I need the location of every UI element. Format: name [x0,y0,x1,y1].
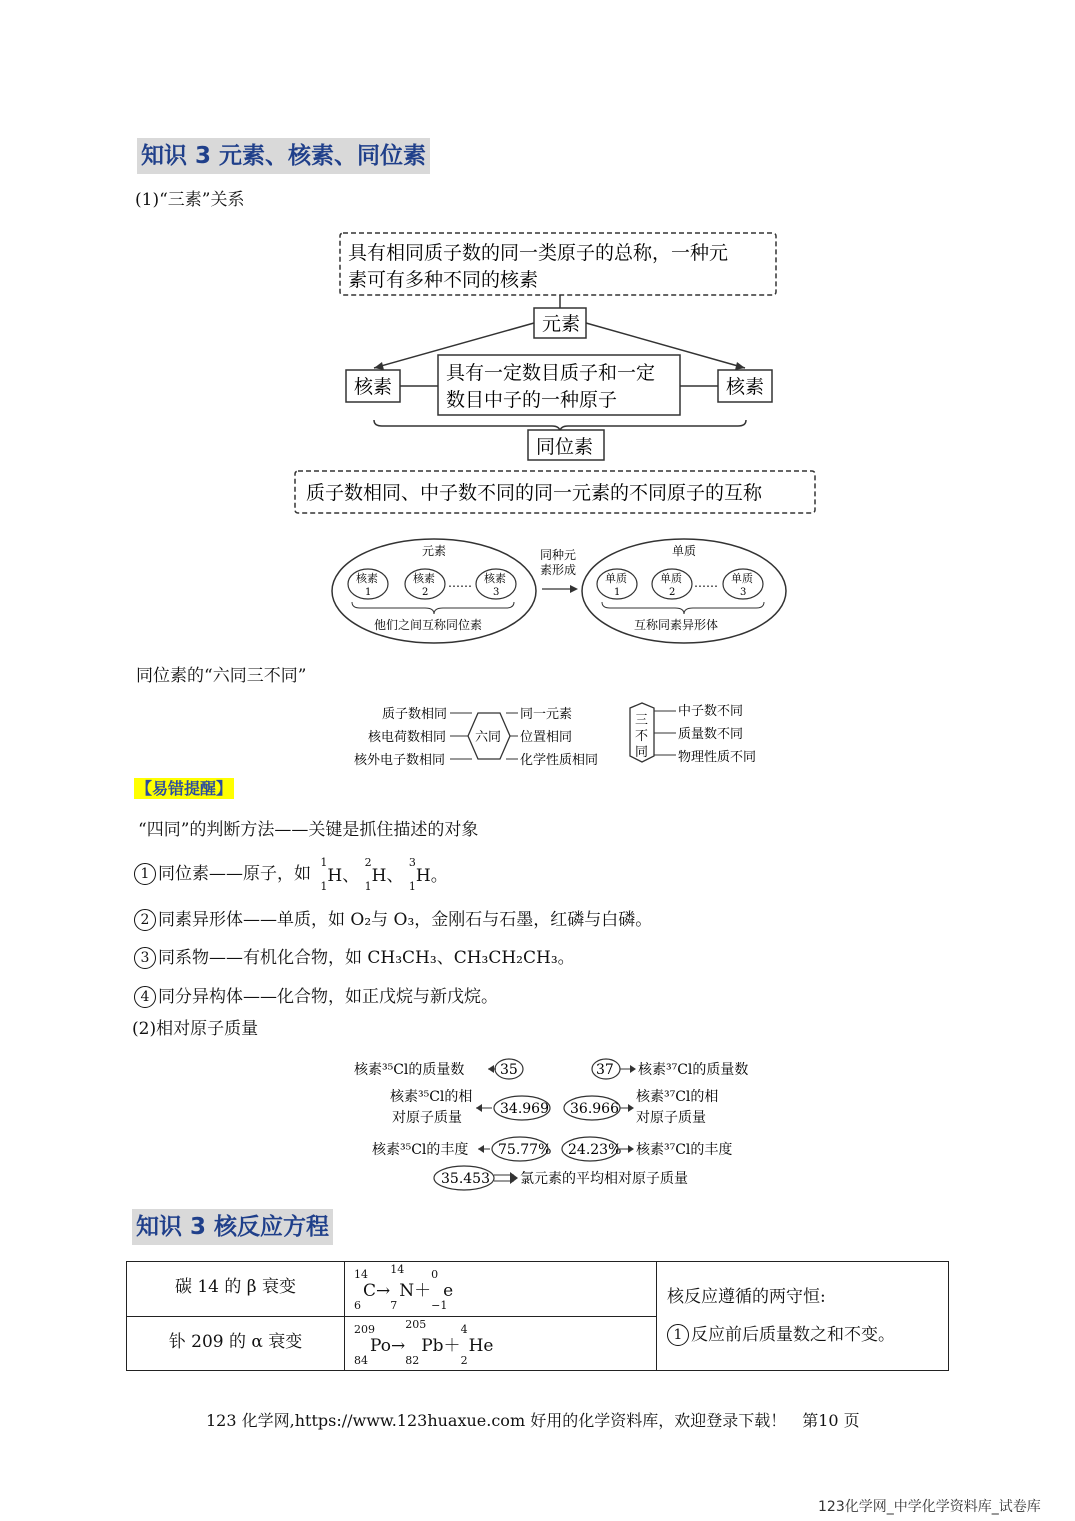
conservation-rules: 核反应遵循的两守恒: 1 反应前后质量数之和不变。 [657,1262,949,1371]
element-allotrope-diagram [330,536,790,646]
subheading-atomic-mass: (2)相对原子质量 [132,1019,259,1039]
nuclide-def-line2: 数目中子的一种原子 [446,389,618,411]
tip-label: 【易错提醒】 [136,779,233,798]
row1-equation: 14 6 C→ 14 7 N＋ 0 −1 e [345,1262,657,1317]
svg-text:质子数相同: 质子数相同 [382,707,448,722]
svg-text:不: 不 [635,729,649,744]
svg-text:37: 37 [596,1062,614,1078]
page-footer: 123 化学网,https://www.123huaxue.com 好用的化学资料库，欢迎登录下载！ 第10 页 [206,1411,860,1430]
tip-item-4: 4 同分异构体——化合物，如正戊烷与新戊烷。 [134,985,498,1009]
arrow-label-2: 素形成 [540,563,577,577]
svg-text:单质: 单质 [660,572,682,585]
element-def-line1: 具有相同质子数的同一类原子的总称，一种元 [348,242,729,264]
six-same-diagram [350,700,770,772]
row1-label: 碳 14 的 β 衰变 [127,1262,345,1317]
tip-item-1: 1 同位素——原子，如 1 1 H、 2 1 H、 3 1 H。 [134,862,448,888]
svg-text:物理性质不同: 物理性质不同 [678,750,757,765]
svg-text:75.77%: 75.77% [498,1142,552,1158]
svg-text:对原子质量: 对原子质量 [636,1110,706,1126]
svg-text:同一元素: 同一元素 [520,707,573,722]
svg-text:核素³⁵Cl的丰度: 核素³⁵Cl的丰度 [372,1142,469,1158]
svg-text:2: 2 [422,587,429,598]
svg-text:3: 3 [740,587,747,598]
svg-text:35.453: 35.453 [441,1171,490,1187]
svg-text:1: 1 [365,587,372,598]
svg-text:氯元素的平均相对原子质量: 氯元素的平均相对原子质量 [520,1171,688,1187]
svg-text:三: 三 [635,713,649,728]
tip-item-2: 2 同素异形体——单质，如 O₂与 O₃，金刚石与石墨，红磷与白磷。 [134,908,652,932]
row2-label: 钋 209 的 α 衰变 [127,1316,345,1371]
tip-intro: “四同”的判断方法——关键是抓住描述的对象 [138,820,479,840]
svg-text:质量数不同: 质量数不同 [678,727,744,742]
svg-text:化学性质相同: 化学性质相同 [520,753,599,768]
svg-text:……: …… [448,576,472,590]
isotope-box: 同位素 [536,436,594,458]
svg-text:位置相同: 位置相同 [520,730,573,745]
svg-text:中子数不同: 中子数不同 [678,704,744,719]
svg-text:24.23%: 24.23% [568,1142,622,1158]
section-title-nuclear: 知识 3 核反应方程 [132,1209,333,1245]
arrow-label-1: 同种元 [540,548,577,562]
svg-text:核素³⁵Cl的质量数: 核素³⁵Cl的质量数 [354,1062,465,1078]
right-oval-caption: 互称同素异形体 [634,618,719,632]
watermark: 123化学网_中学化学资料库_试卷库 [818,1499,1041,1515]
svg-text:35: 35 [500,1062,518,1078]
svg-text:3: 3 [493,587,500,598]
svg-text:核素: 核素 [413,572,435,585]
svg-text:单质: 单质 [605,572,627,585]
svg-text:核素: 核素 [484,572,506,585]
svg-text:核电荷数相同: 核电荷数相同 [368,730,447,745]
left-oval-title: 元素 [422,544,447,558]
subheading-three-elements: (1)“三素”关系 [135,190,245,210]
svg-text:单质: 单质 [731,572,753,585]
svg-text:核素³⁷Cl的质量数: 核素³⁷Cl的质量数 [638,1062,749,1078]
svg-text:36.966: 36.966 [570,1101,619,1117]
nuclide-def-line1: 具有一定数目质子和一定 [446,362,656,384]
isotope-def: 质子数相同、中子数不同的同一元素的不同原子的互称 [306,482,763,504]
svg-text:核素: 核素 [356,572,378,585]
svg-text:2: 2 [669,587,676,598]
svg-text:核外电子数相同: 核外电子数相同 [354,753,446,768]
svg-text:1: 1 [614,587,621,598]
nuclide-right: 核素 [726,376,765,398]
right-oval-title: 单质 [672,544,697,558]
svg-text:……: …… [694,576,718,590]
table-row [127,1262,949,1317]
svg-text:核素³⁷Cl的丰度: 核素³⁷Cl的丰度 [636,1142,733,1158]
svg-text:同: 同 [635,745,649,760]
svg-text:对原子质量: 对原子质量 [392,1110,462,1126]
atomic-mass-diagram [350,1052,770,1192]
svg-text:34.969: 34.969 [500,1101,549,1117]
row2-equation: 209 84 Po→ 205 82 Pb＋ 4 2 He [345,1316,657,1371]
nuclide-left: 核素 [354,376,393,398]
element-def-line2: 素可有多种不同的核素 [348,269,539,291]
six-same-center: 六同 [475,730,502,745]
tip-item-3: 3 同系物——有机化合物，如 CH₃CH₃、CH₃CH₂CH₃。 [134,946,575,970]
element-box: 元素 [542,313,581,335]
three-elements-diagram [290,228,820,518]
svg-text:核素³⁷Cl的相: 核素³⁷Cl的相 [636,1089,719,1105]
nuclear-reaction-table [126,1261,949,1371]
svg-text:核素³⁵Cl的相: 核素³⁵Cl的相 [390,1089,473,1105]
six-same-intro: 同位素的“六同三不同” [136,666,307,686]
left-oval-caption: 他们之间互称同位素 [374,618,483,632]
section-title: 知识 3 元素、核素、同位素 [137,138,430,174]
